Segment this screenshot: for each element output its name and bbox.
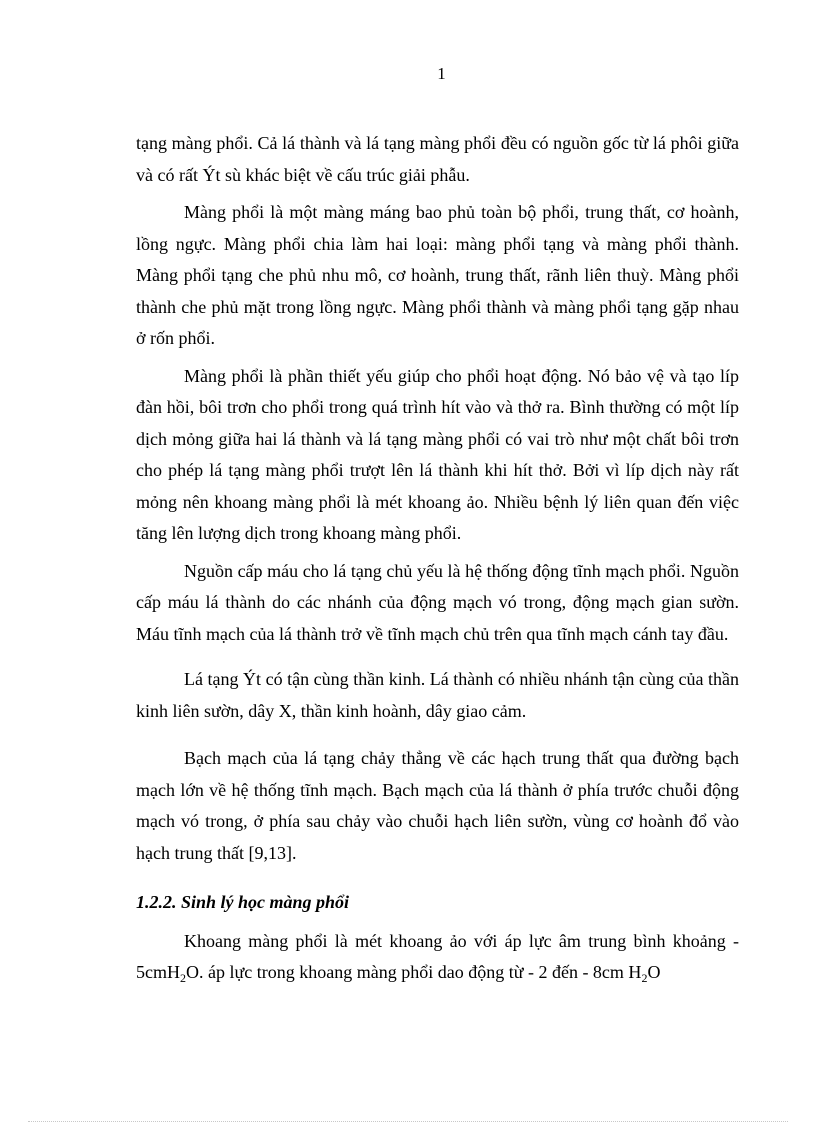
paragraph-lymphatics: Bạch mạch của lá tạng chảy thẳng về các hạch trung thất qua đường bạch mạch lớn về hệ thống tĩnh mạch. Bạch mạch của lá thành ở phía trước chuỗi động mạch vó trong, ở phía sau chảy vào chuỗi hạch liên sườn, vùng cơ hoành đổ vào hạch trung thất [9,13]. bbox=[136, 748, 739, 863]
section-heading: 1.2.2. Sinh lý học màng phổi bbox=[136, 892, 350, 912]
text-segment: O bbox=[647, 962, 661, 982]
paragraph-pleura-function: Màng phổi là phần thiết yếu giúp cho phổi hoạt động. Nó bảo vệ và tạo líp đàn hồi, bôi trơn cho phổi trong quá trình hít vào và thở ra. Bình thường có một líp dịch mỏng giữa hai lá thành và lá tạng màng phổi có vai trò như một chất bôi trơn cho phép lá tạng màng phổi trượt lên lá thành khi hít thở. Bởi vì líp dịch này rất mỏng nên khoang màng phổi là mét khoang ảo. Nhiều bệnh lý liên quan đến việc tăng lên lượng dịch trong khoang màng phổi. bbox=[136, 365, 739, 543]
paragraph-continuation: tạng màng phổi. Cả lá thành và lá tạng màng phổi đều có nguồn gốc từ lá phôi giữa và có rất Ýt sù khác biệt về cấu trúc giải phẫu. bbox=[136, 133, 739, 185]
subscript: 2 bbox=[641, 971, 648, 985]
subscript: 2 bbox=[180, 971, 186, 985]
paragraph-innervation: Lá tạng Ýt có tận cùng thần kinh. Lá thành có nhiều nhánh tận cùng của thần kinh liên sườn, dây X, thần kinh hoành, dây giao cảm. bbox=[136, 669, 739, 721]
text-segment: Khoang màng phổi là mét khoang ảo với áp lực âm trung bình khoảng - 5cmH bbox=[136, 930, 739, 982]
page-bottom-divider bbox=[28, 1121, 788, 1122]
text-segment: O. áp lực trong khoang màng phổi dao động từ - 2 đến - 8cm H bbox=[186, 962, 642, 982]
page-number: 1 bbox=[437, 64, 446, 83]
document-body bbox=[136, 128, 739, 989]
paragraph-pleura-overview: Màng phổi là một màng máng bao phủ toàn bộ phổi, trung thất, cơ hoành, lồng ngực. Màng phổi chia làm hai loại: màng phổi tạng và màng phổi thành. Màng phổi tạng che phủ nhu mô, cơ hoành, trung thất, rãnh liên thuỳ. Màng phổi thành che phủ mặt trong lồng ngực. Màng phổi thành và màng phổi tạng gặp nhau ở rốn phổi. bbox=[136, 202, 739, 348]
paragraph-blood-supply: Nguồn cấp máu cho lá tạng chủ yếu là hệ thống động tĩnh mạch phổi. Nguồn cấp máu lá thành do các nhánh của động mạch vó trong, động mạch gian sườn. Máu tĩnh mạch của lá thành trở về tĩnh mạch chủ trên qua tĩnh mạch cánh tay đầu. bbox=[136, 560, 739, 644]
paragraph-physiology bbox=[136, 926, 739, 989]
